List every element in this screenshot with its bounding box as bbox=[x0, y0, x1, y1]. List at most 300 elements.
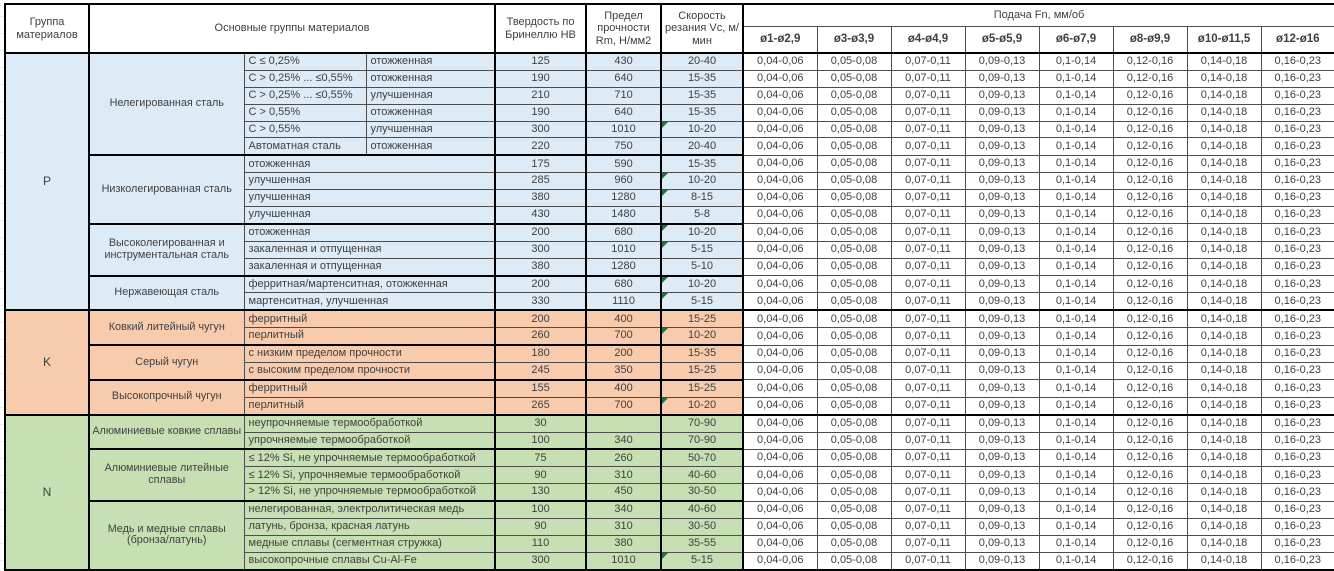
feed-value-cell[interactable]: 0,14-0,18 bbox=[1187, 138, 1261, 155]
feed-value-cell[interactable]: 0,07-0,11 bbox=[891, 415, 965, 432]
feed-value-cell[interactable]: 0,16-0,23 bbox=[1261, 552, 1334, 569]
feed-value-cell[interactable]: 0,05-0,08 bbox=[817, 519, 891, 536]
feed-value-cell[interactable]: 0,1-0,14 bbox=[1039, 501, 1113, 518]
rm-cell[interactable] bbox=[586, 207, 661, 224]
feed-value-cell[interactable]: 0,14-0,18 bbox=[1187, 173, 1261, 190]
vc-cell[interactable] bbox=[661, 467, 743, 484]
feed-value-cell[interactable]: 0,07-0,11 bbox=[891, 552, 965, 569]
feed-value-cell[interactable]: 0,09-0,13 bbox=[965, 190, 1039, 207]
feed-value-cell[interactable]: 0,1-0,14 bbox=[1039, 397, 1113, 414]
feed-value-cell[interactable]: 0,16-0,23 bbox=[1261, 241, 1334, 258]
header-feed-fn[interactable]: Подача Fn, мм/об bbox=[743, 4, 1334, 26]
feed-value-cell[interactable]: 0,16-0,23 bbox=[1261, 155, 1334, 172]
feed-value-cell[interactable]: 0,05-0,08 bbox=[817, 293, 891, 310]
material-spec-cell[interactable]: улучшенная bbox=[244, 173, 495, 190]
feed-value-cell[interactable]: 0,04-0,06 bbox=[743, 310, 817, 327]
feed-value-cell[interactable]: 0,05-0,08 bbox=[817, 138, 891, 155]
vc-cell[interactable] bbox=[661, 449, 743, 466]
feed-value-cell[interactable]: 0,05-0,08 bbox=[817, 449, 891, 466]
feed-value-cell[interactable]: 0,12-0,16 bbox=[1113, 397, 1187, 414]
vc-cell[interactable] bbox=[661, 310, 743, 327]
feed-value-cell[interactable]: 0,07-0,11 bbox=[891, 87, 965, 104]
hb-cell[interactable] bbox=[495, 501, 586, 518]
vc-cell[interactable] bbox=[661, 380, 743, 397]
rm-cell[interactable] bbox=[586, 87, 661, 104]
vc-cell[interactable] bbox=[661, 519, 743, 536]
feed-value-cell[interactable]: 0,07-0,11 bbox=[891, 70, 965, 87]
rm-cell[interactable] bbox=[586, 104, 661, 121]
group-letter-cell[interactable]: N bbox=[5, 415, 89, 570]
feed-value-cell[interactable]: 0,1-0,14 bbox=[1039, 467, 1113, 484]
subgroup-name-cell[interactable]: Высокопрочный чугун bbox=[89, 380, 244, 415]
rm-cell[interactable] bbox=[586, 293, 661, 310]
feed-value-cell[interactable]: 0,07-0,11 bbox=[891, 535, 965, 552]
feed-value-cell[interactable]: 0,1-0,14 bbox=[1039, 53, 1113, 70]
rm-cell[interactable] bbox=[586, 380, 661, 397]
feed-value-cell[interactable]: 0,07-0,11 bbox=[891, 258, 965, 275]
feed-value-cell[interactable]: 0,1-0,14 bbox=[1039, 552, 1113, 569]
hb-cell[interactable] bbox=[495, 310, 586, 327]
feed-value-cell[interactable]: 0,05-0,08 bbox=[817, 415, 891, 432]
feed-value-cell[interactable]: 0,07-0,11 bbox=[891, 380, 965, 397]
feed-value-cell[interactable]: 0,05-0,08 bbox=[817, 467, 891, 484]
subgroup-name-cell[interactable]: Медь и медные сплавы (бронза/латунь) bbox=[89, 501, 244, 570]
feed-value-cell[interactable]: 0,14-0,18 bbox=[1187, 155, 1261, 172]
material-spec-cell[interactable]: C > 0,55% bbox=[244, 121, 366, 138]
feed-value-cell[interactable]: 0,04-0,06 bbox=[743, 432, 817, 449]
feed-value-cell[interactable]: 0,1-0,14 bbox=[1039, 363, 1113, 380]
feed-value-cell[interactable]: 0,07-0,11 bbox=[891, 276, 965, 293]
feed-value-cell[interactable]: 0,05-0,08 bbox=[817, 328, 891, 345]
feed-value-cell[interactable]: 0,07-0,11 bbox=[891, 484, 965, 501]
feed-value-cell[interactable]: 0,07-0,11 bbox=[891, 104, 965, 121]
material-spec-cell[interactable]: > 12% Si, не упрочняемые термообработкой bbox=[244, 484, 495, 501]
feed-value-cell[interactable]: 0,05-0,08 bbox=[817, 224, 891, 241]
feed-value-cell[interactable]: 0,16-0,23 bbox=[1261, 467, 1334, 484]
feed-value-cell[interactable]: 0,07-0,11 bbox=[891, 432, 965, 449]
feed-value-cell[interactable]: 0,12-0,16 bbox=[1113, 310, 1187, 327]
feed-value-cell[interactable]: 0,1-0,14 bbox=[1039, 224, 1113, 241]
hb-cell[interactable] bbox=[495, 345, 586, 362]
hb-cell[interactable] bbox=[495, 155, 586, 172]
rm-cell[interactable] bbox=[586, 363, 661, 380]
material-spec-cell[interactable]: ферритная/мартенситная, отожженная bbox=[244, 276, 495, 293]
rm-cell[interactable] bbox=[586, 121, 661, 138]
subgroup-name-cell[interactable]: Алюминиевые ковкие сплавы bbox=[89, 415, 244, 450]
feed-value-cell[interactable]: 0,16-0,23 bbox=[1261, 501, 1334, 518]
feed-value-cell[interactable]: 0,16-0,23 bbox=[1261, 224, 1334, 241]
feed-value-cell[interactable]: 0,16-0,23 bbox=[1261, 87, 1334, 104]
feed-value-cell[interactable]: 0,04-0,06 bbox=[743, 519, 817, 536]
hb-cell[interactable] bbox=[495, 121, 586, 138]
feed-value-cell[interactable]: 0,14-0,18 bbox=[1187, 310, 1261, 327]
hb-cell[interactable] bbox=[495, 70, 586, 87]
feed-value-cell[interactable]: 0,09-0,13 bbox=[965, 241, 1039, 258]
feed-value-cell[interactable]: 0,14-0,18 bbox=[1187, 535, 1261, 552]
vc-cell[interactable] bbox=[661, 224, 743, 241]
feed-value-cell[interactable]: 0,09-0,13 bbox=[965, 276, 1039, 293]
subgroup-name-cell[interactable]: Ковкий литейный чугун bbox=[89, 310, 244, 345]
hb-cell[interactable] bbox=[495, 449, 586, 466]
feed-value-cell[interactable]: 0,04-0,06 bbox=[743, 552, 817, 569]
feed-value-cell[interactable]: 0,05-0,08 bbox=[817, 535, 891, 552]
feed-value-cell[interactable]: 0,1-0,14 bbox=[1039, 104, 1113, 121]
feed-value-cell[interactable]: 0,16-0,23 bbox=[1261, 138, 1334, 155]
feed-value-cell[interactable]: 0,16-0,23 bbox=[1261, 293, 1334, 310]
header-feed-col-3[interactable]: ø4-ø4,9 bbox=[891, 26, 965, 53]
rm-cell[interactable] bbox=[586, 484, 661, 501]
rm-cell[interactable] bbox=[586, 70, 661, 87]
rm-cell[interactable] bbox=[586, 241, 661, 258]
feed-value-cell[interactable]: 0,07-0,11 bbox=[891, 224, 965, 241]
hb-cell[interactable] bbox=[495, 276, 586, 293]
vc-cell[interactable] bbox=[661, 138, 743, 155]
feed-value-cell[interactable]: 0,16-0,23 bbox=[1261, 449, 1334, 466]
feed-value-cell[interactable]: 0,05-0,08 bbox=[817, 397, 891, 414]
material-spec-cell[interactable]: закаленная и отпущенная bbox=[244, 258, 495, 275]
feed-value-cell[interactable]: 0,09-0,13 bbox=[965, 328, 1039, 345]
feed-value-cell[interactable]: 0,09-0,13 bbox=[965, 519, 1039, 536]
feed-value-cell[interactable]: 0,14-0,18 bbox=[1187, 415, 1261, 432]
header-feed-col-4[interactable]: ø5-ø5,9 bbox=[965, 26, 1039, 53]
feed-value-cell[interactable]: 0,07-0,11 bbox=[891, 53, 965, 70]
header-strength-rm[interactable]: Предел прочности Rm, Н/мм2 bbox=[586, 4, 661, 53]
rm-cell[interactable] bbox=[586, 397, 661, 414]
feed-value-cell[interactable]: 0,16-0,23 bbox=[1261, 104, 1334, 121]
feed-value-cell[interactable]: 0,04-0,06 bbox=[743, 190, 817, 207]
feed-value-cell[interactable]: 0,07-0,11 bbox=[891, 501, 965, 518]
feed-value-cell[interactable]: 0,1-0,14 bbox=[1039, 258, 1113, 275]
feed-value-cell[interactable]: 0,14-0,18 bbox=[1187, 449, 1261, 466]
feed-value-cell[interactable]: 0,05-0,08 bbox=[817, 276, 891, 293]
feed-value-cell[interactable]: 0,04-0,06 bbox=[743, 258, 817, 275]
feed-value-cell[interactable]: 0,04-0,06 bbox=[743, 53, 817, 70]
header-feed-col-5[interactable]: ø6-ø7,9 bbox=[1039, 26, 1113, 53]
material-spec-cell[interactable]: C ≤ 0,25% bbox=[244, 53, 366, 70]
material-spec-cell[interactable]: C > 0,25% ... ≤0,55% bbox=[244, 70, 366, 87]
feed-value-cell[interactable]: 0,04-0,06 bbox=[743, 207, 817, 224]
feed-value-cell[interactable]: 0,04-0,06 bbox=[743, 276, 817, 293]
hb-cell[interactable] bbox=[495, 53, 586, 70]
feed-value-cell[interactable]: 0,07-0,11 bbox=[891, 397, 965, 414]
feed-value-cell[interactable]: 0,14-0,18 bbox=[1187, 53, 1261, 70]
subgroup-name-cell[interactable]: Высоколегированная и инструментальная сталь bbox=[89, 224, 244, 276]
feed-value-cell[interactable]: 0,12-0,16 bbox=[1113, 224, 1187, 241]
feed-value-cell[interactable]: 0,12-0,16 bbox=[1113, 552, 1187, 569]
vc-cell[interactable] bbox=[661, 328, 743, 345]
rm-cell[interactable] bbox=[586, 138, 661, 155]
rm-cell[interactable] bbox=[586, 328, 661, 345]
feed-value-cell[interactable]: 0,07-0,11 bbox=[891, 138, 965, 155]
feed-value-cell[interactable]: 0,05-0,08 bbox=[817, 53, 891, 70]
feed-value-cell[interactable]: 0,04-0,06 bbox=[743, 121, 817, 138]
header-feed-col-2[interactable]: ø3-ø3,9 bbox=[817, 26, 891, 53]
feed-value-cell[interactable]: 0,16-0,23 bbox=[1261, 173, 1334, 190]
feed-value-cell[interactable]: 0,05-0,08 bbox=[817, 345, 891, 362]
feed-value-cell[interactable]: 0,14-0,18 bbox=[1187, 467, 1261, 484]
feed-value-cell[interactable]: 0,16-0,23 bbox=[1261, 363, 1334, 380]
feed-value-cell[interactable]: 0,1-0,14 bbox=[1039, 241, 1113, 258]
header-feed-col-7[interactable]: ø10-ø11,5 bbox=[1187, 26, 1261, 53]
rm-cell[interactable] bbox=[586, 190, 661, 207]
feed-value-cell[interactable]: 0,14-0,18 bbox=[1187, 552, 1261, 569]
feed-value-cell[interactable]: 0,12-0,16 bbox=[1113, 87, 1187, 104]
rm-cell[interactable] bbox=[586, 276, 661, 293]
feed-value-cell[interactable]: 0,12-0,16 bbox=[1113, 449, 1187, 466]
rm-cell[interactable] bbox=[586, 552, 661, 569]
feed-value-cell[interactable]: 0,1-0,14 bbox=[1039, 380, 1113, 397]
material-spec-cell[interactable]: ≤ 12% Si, не упрочняемые термообработкой bbox=[244, 449, 495, 466]
feed-value-cell[interactable]: 0,14-0,18 bbox=[1187, 501, 1261, 518]
material-spec-cell[interactable]: отожженная bbox=[244, 224, 495, 241]
feed-value-cell[interactable]: 0,09-0,13 bbox=[965, 535, 1039, 552]
feed-value-cell[interactable]: 0,14-0,18 bbox=[1187, 293, 1261, 310]
material-spec-cell[interactable]: перлитный bbox=[244, 328, 495, 345]
material-spec-cell[interactable]: с высоким пределом прочности bbox=[244, 363, 495, 380]
feed-value-cell[interactable]: 0,04-0,06 bbox=[743, 449, 817, 466]
rm-cell[interactable] bbox=[586, 155, 661, 172]
feed-value-cell[interactable]: 0,04-0,06 bbox=[743, 397, 817, 414]
feed-value-cell[interactable]: 0,04-0,06 bbox=[743, 70, 817, 87]
hb-cell[interactable] bbox=[495, 87, 586, 104]
feed-value-cell[interactable]: 0,12-0,16 bbox=[1113, 276, 1187, 293]
feed-value-cell[interactable]: 0,05-0,08 bbox=[817, 70, 891, 87]
feed-value-cell[interactable]: 0,09-0,13 bbox=[965, 484, 1039, 501]
vc-cell[interactable] bbox=[661, 415, 743, 432]
hb-cell[interactable] bbox=[495, 190, 586, 207]
feed-value-cell[interactable]: 0,04-0,06 bbox=[743, 380, 817, 397]
feed-value-cell[interactable]: 0,14-0,18 bbox=[1187, 224, 1261, 241]
hb-cell[interactable] bbox=[495, 241, 586, 258]
hb-cell[interactable] bbox=[495, 535, 586, 552]
vc-cell[interactable] bbox=[661, 70, 743, 87]
material-spec-cell[interactable]: улучшенная bbox=[366, 121, 495, 138]
feed-value-cell[interactable]: 0,16-0,23 bbox=[1261, 380, 1334, 397]
vc-cell[interactable] bbox=[661, 258, 743, 275]
feed-value-cell[interactable]: 0,04-0,06 bbox=[743, 138, 817, 155]
feed-value-cell[interactable]: 0,07-0,11 bbox=[891, 310, 965, 327]
vc-cell[interactable] bbox=[661, 432, 743, 449]
feed-value-cell[interactable]: 0,04-0,06 bbox=[743, 104, 817, 121]
feed-value-cell[interactable]: 0,09-0,13 bbox=[965, 87, 1039, 104]
hb-cell[interactable] bbox=[495, 380, 586, 397]
feed-value-cell[interactable]: 0,12-0,16 bbox=[1113, 293, 1187, 310]
feed-value-cell[interactable]: 0,1-0,14 bbox=[1039, 173, 1113, 190]
feed-value-cell[interactable]: 0,16-0,23 bbox=[1261, 70, 1334, 87]
feed-value-cell[interactable]: 0,16-0,23 bbox=[1261, 519, 1334, 536]
feed-value-cell[interactable]: 0,07-0,11 bbox=[891, 190, 965, 207]
header-material-group[interactable]: Группа материалов bbox=[5, 4, 89, 53]
feed-value-cell[interactable]: 0,16-0,23 bbox=[1261, 207, 1334, 224]
vc-cell[interactable] bbox=[661, 173, 743, 190]
feed-value-cell[interactable]: 0,07-0,11 bbox=[891, 155, 965, 172]
material-spec-cell[interactable]: C > 0,25% ... ≤0,55% bbox=[244, 87, 366, 104]
hb-cell[interactable] bbox=[495, 397, 586, 414]
feed-value-cell[interactable]: 0,1-0,14 bbox=[1039, 138, 1113, 155]
material-spec-cell[interactable]: ферритный bbox=[244, 380, 495, 397]
feed-value-cell[interactable]: 0,07-0,11 bbox=[891, 328, 965, 345]
feed-value-cell[interactable]: 0,1-0,14 bbox=[1039, 190, 1113, 207]
feed-value-cell[interactable]: 0,12-0,16 bbox=[1113, 380, 1187, 397]
feed-value-cell[interactable]: 0,12-0,16 bbox=[1113, 121, 1187, 138]
feed-value-cell[interactable]: 0,04-0,06 bbox=[743, 467, 817, 484]
feed-value-cell[interactable]: 0,09-0,13 bbox=[965, 415, 1039, 432]
hb-cell[interactable] bbox=[495, 224, 586, 241]
hb-cell[interactable] bbox=[495, 363, 586, 380]
feed-value-cell[interactable]: 0,09-0,13 bbox=[965, 121, 1039, 138]
vc-cell[interactable] bbox=[661, 484, 743, 501]
feed-value-cell[interactable]: 0,1-0,14 bbox=[1039, 415, 1113, 432]
feed-value-cell[interactable]: 0,09-0,13 bbox=[965, 552, 1039, 569]
material-spec-cell[interactable]: улучшенная bbox=[244, 190, 495, 207]
feed-value-cell[interactable]: 0,04-0,06 bbox=[743, 535, 817, 552]
material-spec-cell[interactable]: Автоматная сталь bbox=[244, 138, 366, 155]
feed-value-cell[interactable]: 0,12-0,16 bbox=[1113, 104, 1187, 121]
vc-cell[interactable] bbox=[661, 293, 743, 310]
rm-cell[interactable] bbox=[586, 310, 661, 327]
feed-value-cell[interactable]: 0,12-0,16 bbox=[1113, 432, 1187, 449]
material-spec-cell[interactable]: отожженная bbox=[366, 104, 495, 121]
feed-value-cell[interactable]: 0,14-0,18 bbox=[1187, 207, 1261, 224]
feed-value-cell[interactable]: 0,09-0,13 bbox=[965, 207, 1039, 224]
feed-value-cell[interactable]: 0,04-0,06 bbox=[743, 501, 817, 518]
hb-cell[interactable] bbox=[495, 173, 586, 190]
feed-value-cell[interactable]: 0,05-0,08 bbox=[817, 363, 891, 380]
feed-value-cell[interactable]: 0,12-0,16 bbox=[1113, 70, 1187, 87]
feed-value-cell[interactable]: 0,09-0,13 bbox=[965, 501, 1039, 518]
feed-value-cell[interactable]: 0,09-0,13 bbox=[965, 104, 1039, 121]
hb-cell[interactable] bbox=[495, 293, 586, 310]
vc-cell[interactable] bbox=[661, 552, 743, 569]
feed-value-cell[interactable]: 0,12-0,16 bbox=[1113, 258, 1187, 275]
feed-value-cell[interactable]: 0,14-0,18 bbox=[1187, 484, 1261, 501]
feed-value-cell[interactable]: 0,14-0,18 bbox=[1187, 519, 1261, 536]
feed-value-cell[interactable]: 0,12-0,16 bbox=[1113, 363, 1187, 380]
vc-cell[interactable] bbox=[661, 535, 743, 552]
feed-value-cell[interactable]: 0,16-0,23 bbox=[1261, 484, 1334, 501]
vc-cell[interactable] bbox=[661, 190, 743, 207]
feed-value-cell[interactable]: 0,05-0,08 bbox=[817, 258, 891, 275]
feed-value-cell[interactable]: 0,07-0,11 bbox=[891, 519, 965, 536]
feed-value-cell[interactable]: 0,16-0,23 bbox=[1261, 328, 1334, 345]
feed-value-cell[interactable]: 0,07-0,11 bbox=[891, 345, 965, 362]
feed-value-cell[interactable]: 0,12-0,16 bbox=[1113, 53, 1187, 70]
feed-value-cell[interactable]: 0,1-0,14 bbox=[1039, 310, 1113, 327]
material-spec-cell[interactable]: высокопрочные сплавы Cu-Al-Fe bbox=[244, 552, 495, 569]
feed-value-cell[interactable]: 0,09-0,13 bbox=[965, 293, 1039, 310]
feed-value-cell[interactable]: 0,07-0,11 bbox=[891, 121, 965, 138]
feed-value-cell[interactable]: 0,16-0,23 bbox=[1261, 415, 1334, 432]
feed-value-cell[interactable]: 0,04-0,06 bbox=[743, 363, 817, 380]
rm-cell[interactable] bbox=[586, 345, 661, 362]
feed-value-cell[interactable]: 0,09-0,13 bbox=[965, 380, 1039, 397]
material-spec-cell[interactable]: упрочняемые термообработкой bbox=[244, 432, 495, 449]
header-cutting-speed-vc[interactable]: Скорость резания Vc, м/мин bbox=[661, 4, 743, 53]
feed-value-cell[interactable]: 0,14-0,18 bbox=[1187, 190, 1261, 207]
feed-value-cell[interactable]: 0,12-0,16 bbox=[1113, 173, 1187, 190]
subgroup-name-cell[interactable]: Серый чугун bbox=[89, 345, 244, 380]
feed-value-cell[interactable]: 0,1-0,14 bbox=[1039, 87, 1113, 104]
material-spec-cell[interactable]: отожженная bbox=[366, 138, 495, 155]
subgroup-name-cell[interactable]: Алюминиевые литейные сплавы bbox=[89, 449, 244, 501]
feed-value-cell[interactable]: 0,12-0,16 bbox=[1113, 155, 1187, 172]
feed-value-cell[interactable]: 0,16-0,23 bbox=[1261, 121, 1334, 138]
feed-value-cell[interactable]: 0,04-0,06 bbox=[743, 173, 817, 190]
rm-cell[interactable] bbox=[586, 449, 661, 466]
feed-value-cell[interactable]: 0,1-0,14 bbox=[1039, 70, 1113, 87]
feed-value-cell[interactable]: 0,16-0,23 bbox=[1261, 53, 1334, 70]
feed-value-cell[interactable]: 0,14-0,18 bbox=[1187, 276, 1261, 293]
material-spec-cell[interactable]: мартенситная, улучшенная bbox=[244, 293, 495, 310]
feed-value-cell[interactable]: 0,16-0,23 bbox=[1261, 345, 1334, 362]
feed-value-cell[interactable]: 0,09-0,13 bbox=[965, 53, 1039, 70]
material-spec-cell[interactable]: ферритный bbox=[244, 310, 495, 327]
hb-cell[interactable] bbox=[495, 467, 586, 484]
hb-cell[interactable] bbox=[495, 432, 586, 449]
feed-value-cell[interactable]: 0,14-0,18 bbox=[1187, 380, 1261, 397]
feed-value-cell[interactable]: 0,04-0,06 bbox=[743, 415, 817, 432]
feed-value-cell[interactable]: 0,09-0,13 bbox=[965, 397, 1039, 414]
hb-cell[interactable] bbox=[495, 138, 586, 155]
feed-value-cell[interactable]: 0,12-0,16 bbox=[1113, 328, 1187, 345]
feed-value-cell[interactable]: 0,07-0,11 bbox=[891, 207, 965, 224]
feed-value-cell[interactable]: 0,1-0,14 bbox=[1039, 276, 1113, 293]
feed-value-cell[interactable]: 0,09-0,13 bbox=[965, 345, 1039, 362]
feed-value-cell[interactable]: 0,14-0,18 bbox=[1187, 70, 1261, 87]
feed-value-cell[interactable]: 0,09-0,13 bbox=[965, 155, 1039, 172]
group-letter-cell[interactable]: P bbox=[5, 53, 89, 310]
feed-value-cell[interactable]: 0,12-0,16 bbox=[1113, 484, 1187, 501]
feed-value-cell[interactable]: 0,09-0,13 bbox=[965, 258, 1039, 275]
hb-cell[interactable] bbox=[495, 415, 586, 432]
feed-value-cell[interactable]: 0,14-0,18 bbox=[1187, 328, 1261, 345]
feed-value-cell[interactable]: 0,12-0,16 bbox=[1113, 467, 1187, 484]
feed-value-cell[interactable]: 0,07-0,11 bbox=[891, 241, 965, 258]
feed-value-cell[interactable]: 0,05-0,08 bbox=[817, 241, 891, 258]
feed-value-cell[interactable]: 0,04-0,06 bbox=[743, 345, 817, 362]
material-spec-cell[interactable]: неупрочняемые термообработкой bbox=[244, 415, 495, 432]
feed-value-cell[interactable]: 0,1-0,14 bbox=[1039, 432, 1113, 449]
material-spec-cell[interactable]: ≤ 12% Si, упрочняемые термообработкой bbox=[244, 467, 495, 484]
hb-cell[interactable] bbox=[495, 519, 586, 536]
material-spec-cell[interactable]: медные сплавы (сегментная стружка) bbox=[244, 535, 495, 552]
feed-value-cell[interactable]: 0,05-0,08 bbox=[817, 104, 891, 121]
material-spec-cell[interactable]: улучшенная bbox=[366, 87, 495, 104]
feed-value-cell[interactable]: 0,05-0,08 bbox=[817, 501, 891, 518]
material-spec-cell[interactable]: отожженная bbox=[244, 155, 495, 172]
feed-value-cell[interactable]: 0,12-0,16 bbox=[1113, 207, 1187, 224]
feed-value-cell[interactable]: 0,05-0,08 bbox=[817, 87, 891, 104]
feed-value-cell[interactable]: 0,12-0,16 bbox=[1113, 519, 1187, 536]
feed-value-cell[interactable]: 0,14-0,18 bbox=[1187, 87, 1261, 104]
feed-value-cell[interactable]: 0,07-0,11 bbox=[891, 363, 965, 380]
vc-cell[interactable] bbox=[661, 276, 743, 293]
feed-value-cell[interactable]: 0,05-0,08 bbox=[817, 432, 891, 449]
feed-value-cell[interactable]: 0,09-0,13 bbox=[965, 70, 1039, 87]
feed-value-cell[interactable]: 0,05-0,08 bbox=[817, 380, 891, 397]
feed-value-cell[interactable]: 0,09-0,13 bbox=[965, 173, 1039, 190]
feed-value-cell[interactable]: 0,09-0,13 bbox=[965, 363, 1039, 380]
feed-value-cell[interactable]: 0,12-0,16 bbox=[1113, 190, 1187, 207]
group-letter-cell[interactable]: K bbox=[5, 310, 89, 414]
feed-value-cell[interactable]: 0,12-0,16 bbox=[1113, 138, 1187, 155]
feed-value-cell[interactable]: 0,16-0,23 bbox=[1261, 190, 1334, 207]
feed-value-cell[interactable]: 0,14-0,18 bbox=[1187, 432, 1261, 449]
material-spec-cell[interactable]: латунь, бронза, красная латунь bbox=[244, 519, 495, 536]
feed-value-cell[interactable]: 0,12-0,16 bbox=[1113, 241, 1187, 258]
vc-cell[interactable] bbox=[661, 104, 743, 121]
vc-cell[interactable] bbox=[661, 501, 743, 518]
